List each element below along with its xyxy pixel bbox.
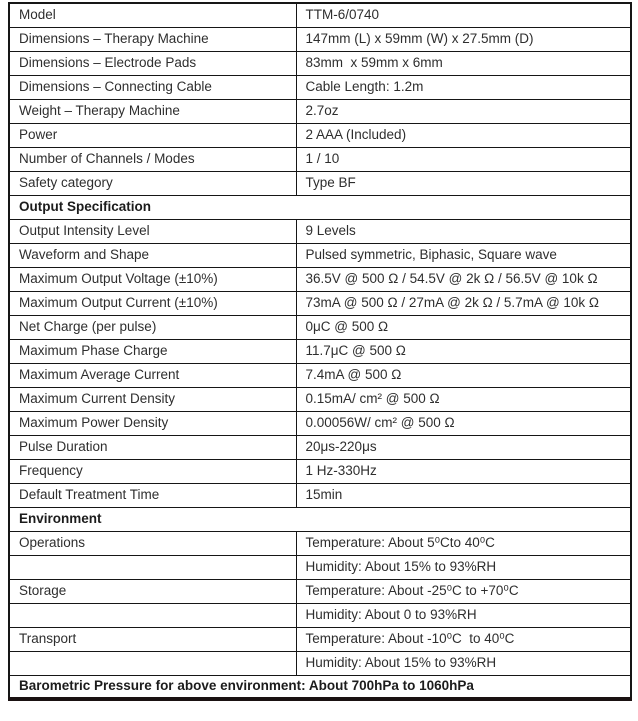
- barometric-pressure-note: Barometric Pressure for above environment: About 700hPa to 1060hPa: [9, 676, 631, 700]
- table-row: [9, 484, 631, 508]
- table-row: [9, 148, 631, 172]
- spec-label: Maximum Power Density: [9, 412, 296, 436]
- spec-label: Maximum Phase Charge: [9, 340, 296, 364]
- spec-value: 2 AAA (Included): [296, 124, 631, 148]
- spec-value: 36.5V @ 500 Ω / 54.5V @ 2k Ω / 56.5V @ 10k Ω: [296, 268, 631, 292]
- table-row: [9, 556, 631, 580]
- spec-label: [9, 556, 296, 580]
- table-row: [9, 412, 631, 436]
- table-row: [9, 172, 631, 196]
- spec-value: 20μs-220μs: [296, 436, 631, 460]
- spec-label: Storage: [9, 580, 296, 604]
- table-row: [9, 244, 631, 268]
- table-row: [9, 52, 631, 76]
- section-header: Output Specification: [9, 196, 631, 220]
- spec-value: 83mm x 59mm x 6mm: [296, 52, 631, 76]
- table-row: [9, 292, 631, 316]
- table-row: [9, 28, 631, 52]
- table-row: [9, 100, 631, 124]
- table-row: [9, 652, 631, 676]
- table-row: [9, 76, 631, 100]
- section-header-row: [9, 508, 631, 532]
- spec-value: 2.7oz: [296, 100, 631, 124]
- spec-value: 7.4mA @ 500 Ω: [296, 364, 631, 388]
- specification-table-body: [9, 3, 631, 699]
- spec-label: Net Charge (per pulse): [9, 316, 296, 340]
- table-row: [9, 340, 631, 364]
- table-row: [9, 3, 631, 28]
- spec-label: Dimensions – Connecting Cable: [9, 76, 296, 100]
- spec-value: 0.15mA/ cm² @ 500 Ω: [296, 388, 631, 412]
- spec-value: 15min: [296, 484, 631, 508]
- spec-value: Type BF: [296, 172, 631, 196]
- section-header: Environment: [9, 508, 631, 532]
- table-row: [9, 580, 631, 604]
- spec-label: Output Intensity Level: [9, 220, 296, 244]
- table-row: [9, 124, 631, 148]
- spec-value: Temperature: About 5⁰Cto 40⁰C: [296, 532, 631, 556]
- table-row: [9, 364, 631, 388]
- spec-label: Maximum Average Current: [9, 364, 296, 388]
- spec-value: 0.00056W/ cm² @ 500 Ω: [296, 412, 631, 436]
- spec-label: Pulse Duration: [9, 436, 296, 460]
- spec-value: 9 Levels: [296, 220, 631, 244]
- spec-label: Waveform and Shape: [9, 244, 296, 268]
- spec-label: Dimensions – Electrode Pads: [9, 52, 296, 76]
- table-row: [9, 604, 631, 628]
- spec-label: Power: [9, 124, 296, 148]
- spec-value: 73mA @ 500 Ω / 27mA @ 2k Ω / 5.7mA @ 10k Ω: [296, 292, 631, 316]
- spec-label: Dimensions – Therapy Machine: [9, 28, 296, 52]
- spec-value: Cable Length: 1.2m: [296, 76, 631, 100]
- spec-label: [9, 604, 296, 628]
- spec-label: Safety category: [9, 172, 296, 196]
- spec-value: Humidity: About 15% to 93%RH: [296, 652, 631, 676]
- specification-table: [8, 2, 632, 701]
- spec-label: Operations: [9, 532, 296, 556]
- spec-value: Temperature: About -10⁰C to 40⁰C: [296, 628, 631, 652]
- table-row: [9, 628, 631, 652]
- spec-value: 0μC @ 500 Ω: [296, 316, 631, 340]
- spec-value: TTM-6/0740: [296, 3, 631, 28]
- table-row: [9, 220, 631, 244]
- spec-label: Frequency: [9, 460, 296, 484]
- section-header-row: [9, 196, 631, 220]
- spec-value: 147mm (L) x 59mm (W) x 27.5mm (D): [296, 28, 631, 52]
- spec-value: Pulsed symmetric, Biphasic, Square wave: [296, 244, 631, 268]
- spec-label: Weight – Therapy Machine: [9, 100, 296, 124]
- spec-value: 11.7μC @ 500 Ω: [296, 340, 631, 364]
- table-row: [9, 532, 631, 556]
- spec-label: Maximum Output Current (±10%): [9, 292, 296, 316]
- spec-label: Number of Channels / Modes: [9, 148, 296, 172]
- spec-value: Humidity: About 0 to 93%RH: [296, 604, 631, 628]
- table-row: [9, 460, 631, 484]
- spec-label: [9, 652, 296, 676]
- table-row: [9, 316, 631, 340]
- spec-label: Default Treatment Time: [9, 484, 296, 508]
- spec-label: Maximum Output Voltage (±10%): [9, 268, 296, 292]
- footer-row: [9, 676, 631, 700]
- spec-value: 1 / 10: [296, 148, 631, 172]
- spec-label: Maximum Current Density: [9, 388, 296, 412]
- spec-label: Transport: [9, 628, 296, 652]
- spec-value: 1 Hz-330Hz: [296, 460, 631, 484]
- table-row: [9, 436, 631, 460]
- spec-value: Temperature: About -25⁰C to +70⁰C: [296, 580, 631, 604]
- table-row: [9, 388, 631, 412]
- table-row: [9, 268, 631, 292]
- spec-label: Model: [9, 3, 296, 28]
- spec-value: Humidity: About 15% to 93%RH: [296, 556, 631, 580]
